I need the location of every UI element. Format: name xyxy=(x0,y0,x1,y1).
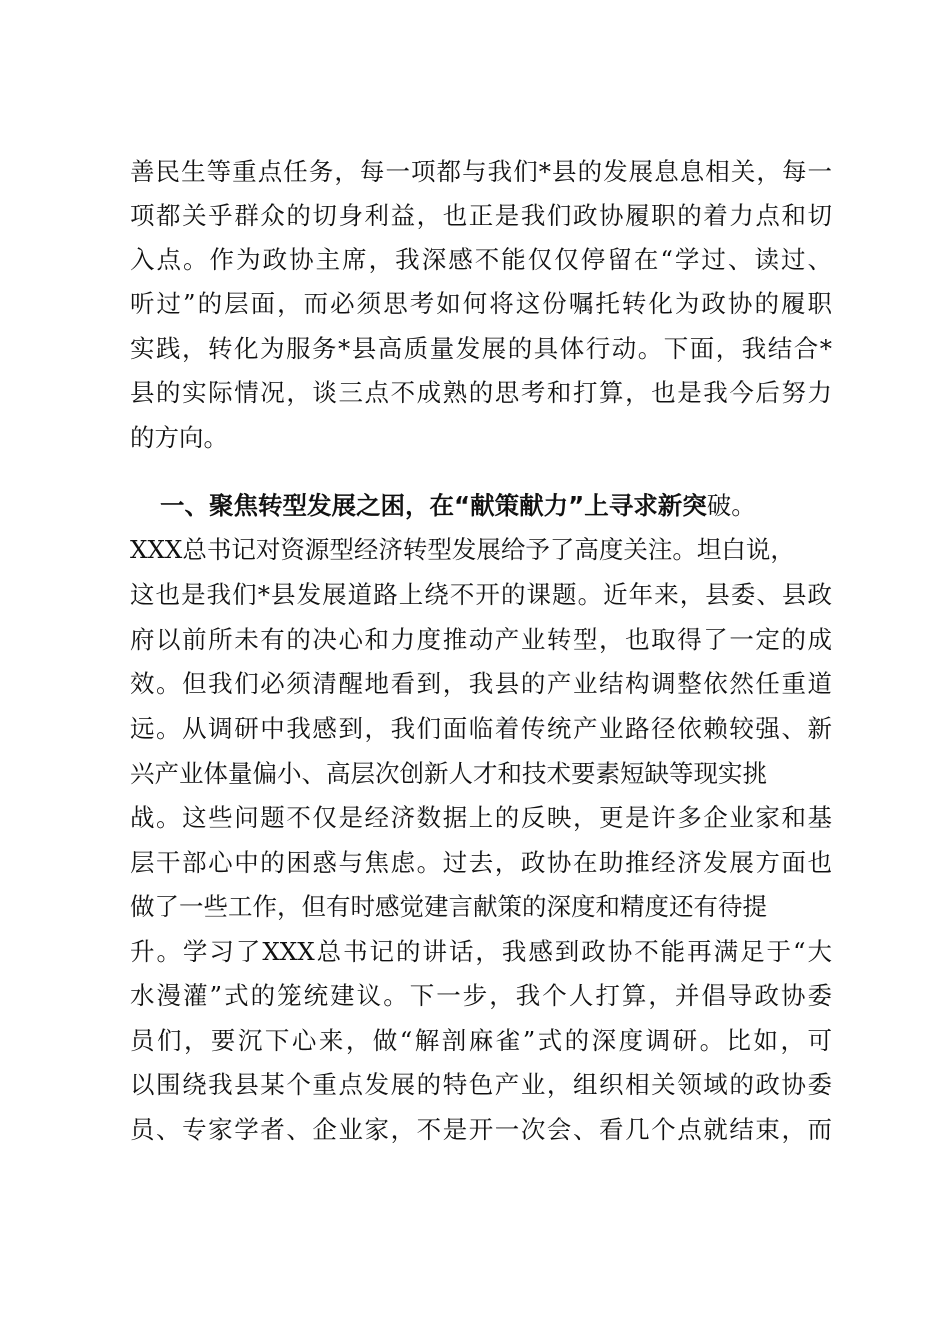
section-heading-text: 一、聚焦转型发展之困，在“献策献力”上寻求新突 xyxy=(160,491,707,520)
text-line: 入点。作为政协主席，我深感不能仅仅停留在“学过、读过、 xyxy=(130,245,832,274)
text-line: 远。从调研中我感到，我们面临着传统产业路径依赖较强、新 xyxy=(130,714,832,743)
text-line: 的方向。 xyxy=(130,423,228,452)
text-line: XXX总书记对资源型经济转型发展给予了高度关注。坦白说， xyxy=(130,535,795,564)
text-line: 层干部心中的困惑与焦虑。过去，政协在助推经济发展方面也 xyxy=(130,848,832,877)
text-line: 水漫灌”式的笼统建议。下一步，我个人打算，并倡导政协委 xyxy=(130,981,832,1010)
text-line: 以围绕我县某个重点发展的特色产业，组织相关领域的政协委 xyxy=(130,1070,832,1099)
text-line: 做了一些工作，但有时感觉建言献策的深度和精度还有待提 xyxy=(130,892,767,921)
text-line: 项都关乎群众的切身利益，也正是我们政协履职的着力点和切 xyxy=(130,201,832,230)
text-line: 战。这些问题不仅是经济数据上的反映，更是许多企业家和基 xyxy=(130,803,832,832)
text-line: 兴产业体量偏小、高层次创新人才和技术要素短缺等现实挑 xyxy=(130,759,767,788)
text-line: 效。但我们必须清醒地看到，我县的产业结构调整依然任重道 xyxy=(130,669,832,698)
text-line: 员、专家学者、企业家，不是开一次会、看几个点就结束，而 xyxy=(130,1115,832,1144)
text-line: 员们，要沉下心来，做“解剖麻雀”式的深度调研。比如，可 xyxy=(130,1026,832,1055)
text-line: 听过”的层面，而必须思考如何将这份嘱托转化为政协的履职 xyxy=(130,289,832,318)
text-line: 善民生等重点任务，每一项都与我们*县的发展息息相关，每一 xyxy=(130,157,832,186)
text-line: 县的实际情况，谈三点不成熟的思考和打算，也是我今后努力 xyxy=(130,378,832,407)
text-line: 升。学习了XXX总书记的讲话，我感到政协不能再满足于“大 xyxy=(130,937,832,966)
section-heading xyxy=(160,491,800,521)
section-heading-tail: 破。 xyxy=(706,491,756,520)
text-line: 实践，转化为服务*县高质量发展的具体行动。下面，我结合* xyxy=(130,334,832,363)
text-line: 府以前所未有的决心和力度推动产业转型，也取得了一定的成 xyxy=(130,625,832,654)
text-line: 这也是我们*县发展道路上绕不开的课题。近年来，县委、县政 xyxy=(130,580,832,609)
